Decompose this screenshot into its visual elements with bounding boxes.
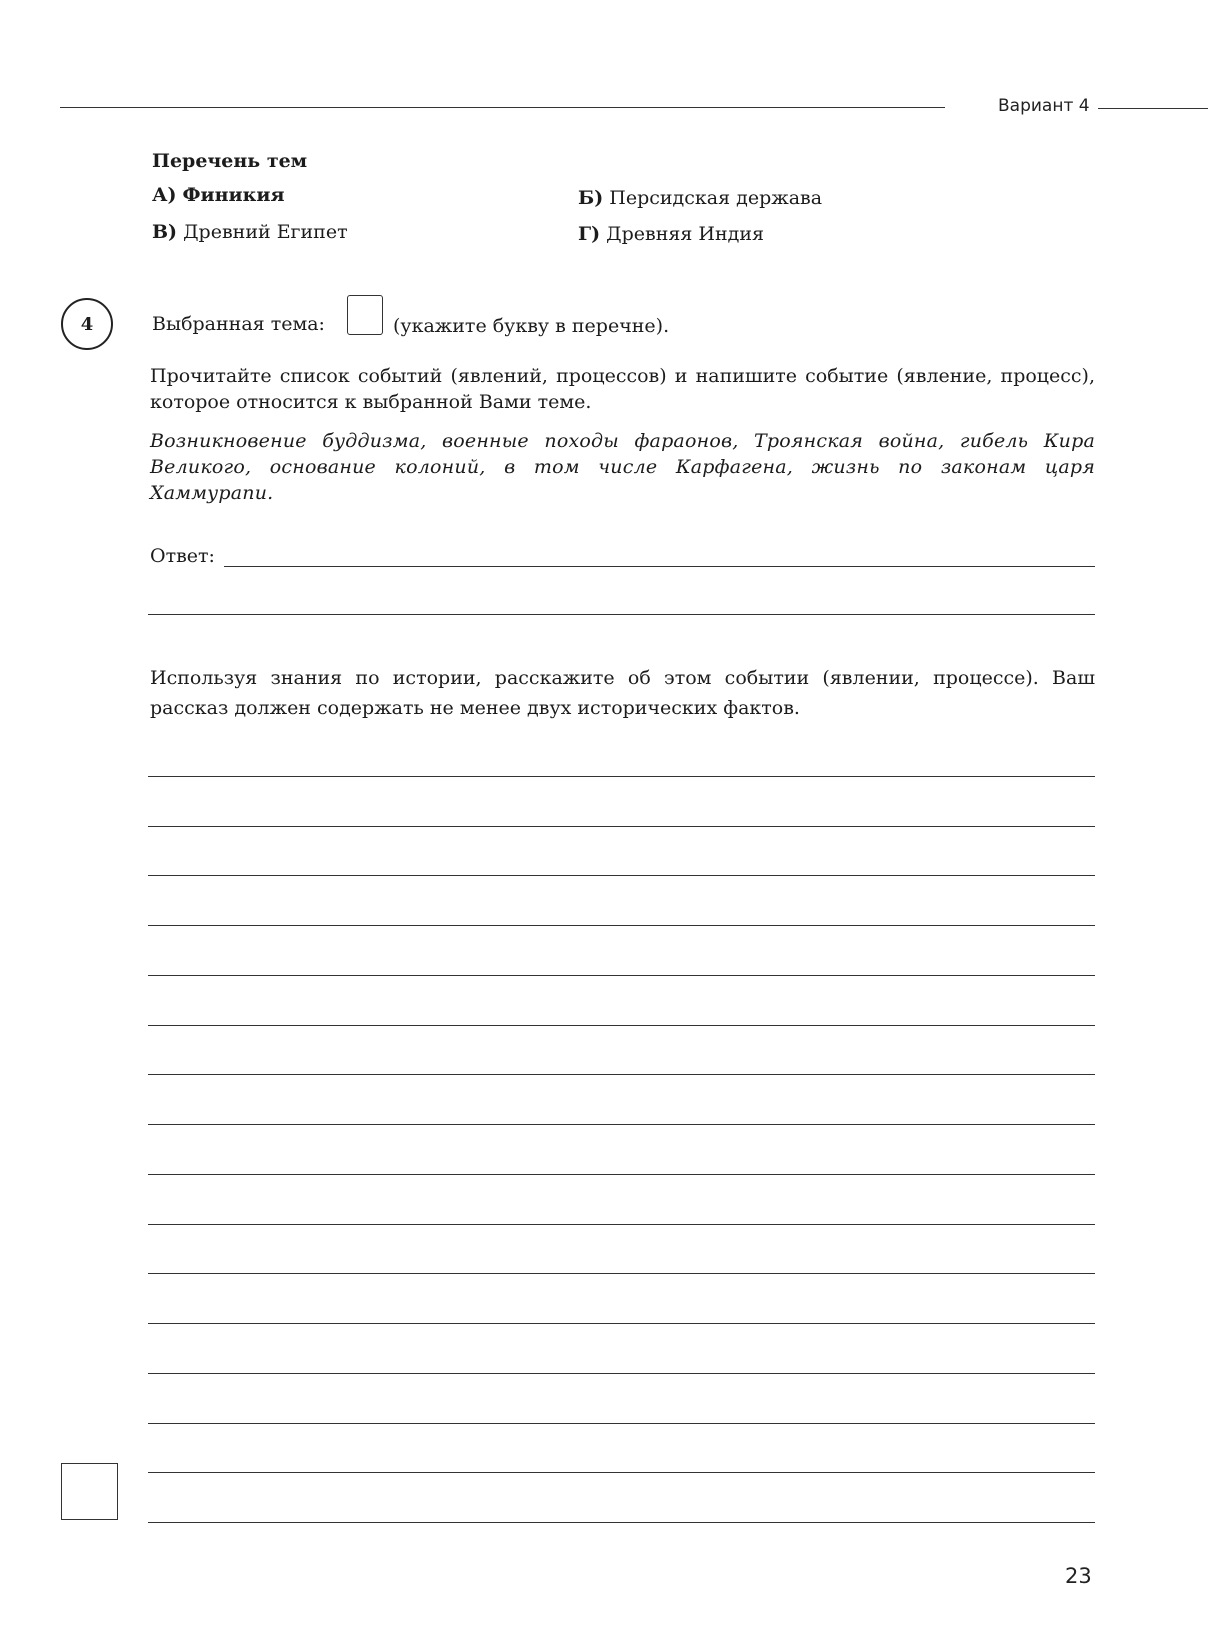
writing-line[interactable] [148, 1273, 1095, 1274]
story-prompt: Используя знания по истории, расскажите об этом событии (явлении, процессе). Ваш рассказ должен содержать не менее двух исторических фактов. [150, 667, 1095, 719]
topic-v [152, 221, 348, 243]
event-list: Возникновение буддизма, военные походы фараонов, Троянская война, гибель Кира Великого, основание колоний, в том числе Карфагена, жизнь по законам царя Хаммурапи. [150, 430, 1095, 504]
writing-line[interactable] [148, 975, 1095, 976]
topic-b-text: Персидская держава [609, 187, 823, 209]
answer-line-2[interactable] [148, 614, 1095, 615]
topic-v-text: Древний Египет [183, 221, 348, 243]
topic-g-letter: Г) [578, 223, 601, 245]
writing-line[interactable] [148, 1423, 1095, 1424]
header-rule-right [1098, 108, 1208, 109]
task-instruction: Прочитайте список событий (явлений, процессов) и напишите событие (явление, процесс), которое относится к выбранной Вами теме. [150, 365, 1095, 413]
topic-g-text: Древняя Индия [606, 223, 764, 245]
topics-title: Перечень тем [152, 150, 308, 172]
header-rule [60, 107, 945, 108]
writing-line[interactable] [148, 1124, 1095, 1125]
writing-line[interactable] [148, 826, 1095, 827]
writing-line[interactable] [148, 1373, 1095, 1374]
variant-label: Вариант 4 [998, 96, 1090, 116]
task-number-badge: 4 [61, 298, 113, 350]
answer-line[interactable] [224, 566, 1095, 567]
topic-b [578, 187, 822, 209]
writing-line[interactable] [148, 1224, 1095, 1225]
writing-line[interactable] [148, 1323, 1095, 1324]
topic-b-letter: Б) [578, 187, 604, 209]
writing-line[interactable] [148, 925, 1095, 926]
topic-v-letter: В) [152, 221, 178, 243]
chosen-topic-input[interactable] [347, 295, 383, 335]
chosen-topic-hint: (укажите букву в перечне). [393, 315, 670, 337]
writing-line[interactable] [148, 1522, 1095, 1523]
chosen-topic-label: Выбранная тема: [152, 313, 325, 335]
writing-line[interactable] [148, 1074, 1095, 1075]
topic-a-letter: А) [152, 184, 177, 206]
topic-a-text: Финикия [182, 184, 285, 206]
writing-line[interactable] [148, 1025, 1095, 1026]
writing-line[interactable] [148, 776, 1095, 777]
writing-line[interactable] [148, 1174, 1095, 1175]
topic-a [152, 184, 284, 206]
writing-line[interactable] [148, 1472, 1095, 1473]
score-box [61, 1463, 118, 1520]
writing-line[interactable] [148, 875, 1095, 876]
answer-label: Ответ: [150, 545, 215, 567]
topic-g [578, 223, 764, 245]
page-number: 23 [1065, 1564, 1092, 1588]
